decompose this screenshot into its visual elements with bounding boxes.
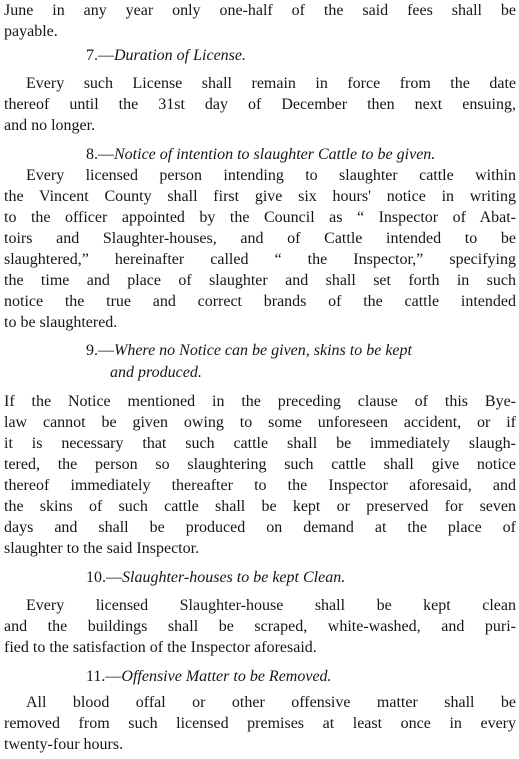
section-9-line-7: days and shall be produced on demand at the place of [4, 519, 516, 536]
section-9-heading [86, 341, 516, 363]
section-9-line-5: thereof immediately thereafter to the Inspector aforesaid, and [4, 477, 516, 494]
section-8-line-4: toirs and Slaughter-houses, and of Cattle intended to be [4, 230, 516, 247]
document-page [4, 1, 516, 757]
section-7-line-1: Every such License shall remain in force from the date [26, 75, 516, 92]
section-9-line-2: law cannot be given owing to some unforeseen accident, or if [4, 414, 516, 431]
section-7-heading [86, 46, 486, 68]
section-9-title-line-2: and produced. [110, 364, 202, 381]
section-10-title: Slaughter-houses to be kept Clean. [122, 569, 346, 586]
section-11-title: Offensive Matter to be Removed. [121, 668, 332, 685]
section-8-number: 8.— [86, 146, 114, 163]
section-11-heading [86, 667, 486, 689]
section-10-line-2: and the buildings shall be scraped, white-washed, and puri- [4, 618, 516, 635]
section-8-title: Notice of intention to slaughter Cattle to be given. [114, 146, 436, 163]
section-10-heading [86, 568, 486, 590]
section-8-line-6: the time and place of slaughter and shall set forth in such [4, 272, 516, 289]
section-7-line-3: and no longer. [4, 117, 96, 134]
section-11-line-3: twenty-four hours. [4, 736, 124, 753]
section-9-line-8: slaughter to the said Inspector. [4, 540, 200, 557]
section-9-line-1: If the Notice mentioned in the preceding clause of this Bye- [4, 393, 516, 410]
section-9-line-6: the skins of such cattle shall be kept or preserved for seven [4, 498, 516, 515]
section-8-line-3: to the officer appointed by the Council as “ Inspector of Abat- [4, 209, 516, 226]
section-10-number: 10.— [86, 569, 122, 586]
section-9-number: 9.— [86, 342, 114, 359]
section-8-line-5: slaughtered,” hereinafter called “ the Inspector,” specifying [4, 251, 516, 268]
section-8-line-7: notice the true and correct brands of the cattle intended [4, 293, 516, 310]
section-7-title: Duration of License. [114, 47, 246, 64]
section-9-title: Where no Notice can be given, skins to be kept [114, 342, 412, 359]
section-10-line-1: Every licensed Slaughter-house shall be kept clean [26, 597, 516, 614]
section-11-number: 11.— [86, 668, 122, 685]
section-10-line-3: fied to the satisfaction of the Inspector aforesaid. [4, 639, 317, 656]
section-11-line-2: removed from such licensed premises at least once in every [4, 715, 516, 732]
intro-line-1: June in any year only one-half of the said fees shall be [4, 2, 516, 19]
intro-line-2: payable. [4, 23, 58, 40]
section-9-line-4: tered, the person so slaughtering such cattle shall give notice [4, 456, 516, 473]
section-7-line-2: thereof until the 31st day of December then next ensuing, [4, 96, 516, 113]
section-7-number: 7.— [86, 47, 114, 64]
section-11-line-1: All blood offal or other offensive matter shall be [26, 694, 516, 711]
section-8-line-2: the Vincent County shall first give six hours' notice in writing [4, 188, 516, 205]
section-9-line-3: it is necessary that such cattle shall be immediately slaugh- [4, 435, 516, 452]
section-8-heading [86, 145, 516, 167]
section-8-line-1: Every licensed person intending to slaughter cattle within [26, 167, 516, 184]
section-8-line-8: to be slaughtered. [4, 314, 118, 331]
